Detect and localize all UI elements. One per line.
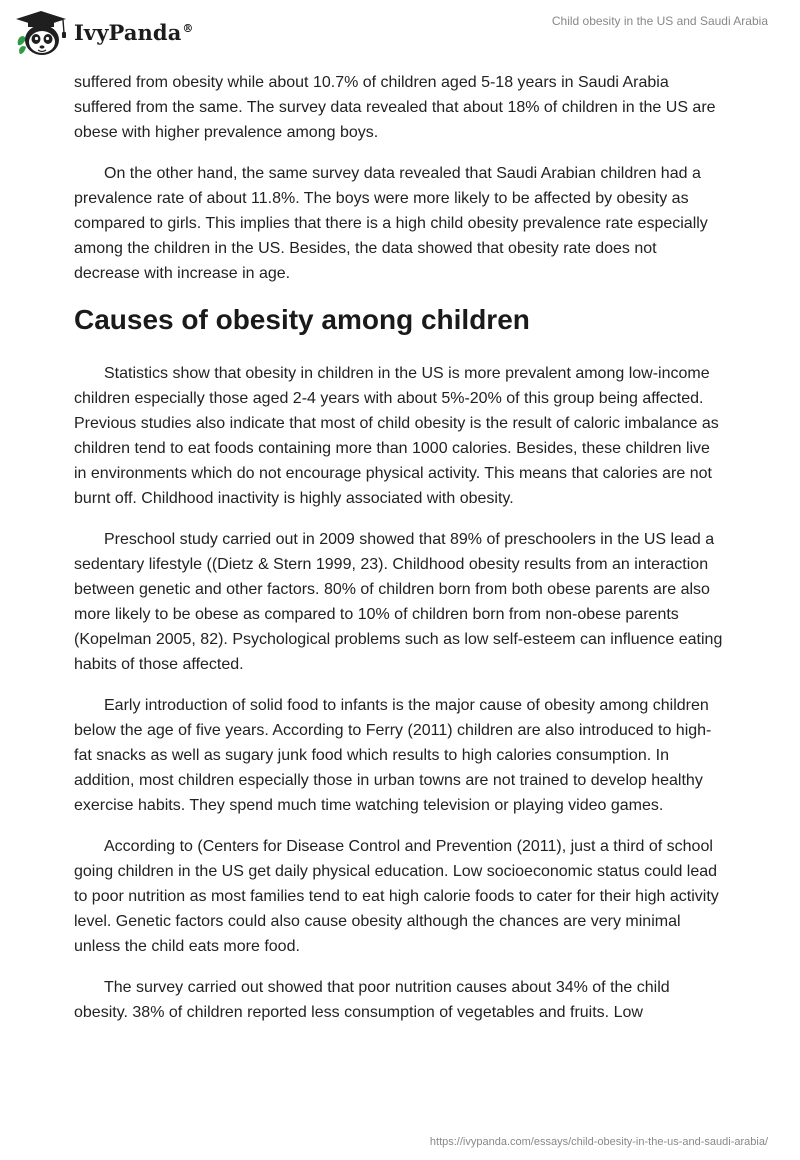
panda-graduate-icon — [14, 9, 72, 57]
brand-name: IvyPanda® — [74, 19, 194, 45]
page-header — [0, 0, 800, 64]
section-heading: Causes of obesity among children — [74, 304, 530, 335]
paragraph: Early introduction of solid food to infants is the major cause of obesity among children below the age of five years. According to Ferry (2011) children are also introduced to high-fat snacks as well as sugary junk food which results to high calories consumption. In addition, most children especially those in urban towns are not trained to develop healthy exercise habits. They spend much time watching television or playing video games. — [74, 697, 712, 814]
source-url-link[interactable]: https://ivypanda.com/essays/child-obesity-in-the-us-and-saudi-arabia/ — [429, 1136, 768, 1148]
essay-body — [74, 70, 724, 1041]
paragraph: According to (Centers for Disease Control and Prevention (2011), just a third of school going children in the US get daily physical education. Low socioeconomic status could lead to poor nutrition as most families tend to eat high calorie foods to cater for their high activity level. Genetic factors could also cause obesity although the chances are very minimal unless the child eats more food. — [74, 838, 719, 955]
paragraph: Preschool study carried out in 2009 showed that 89% of preschoolers in the US lead a sedentary lifestyle ((Dietz & Stern 1999, 23). Childhood obesity results from an interaction between genetic and other factors. 80% of children born from both obese parents are also more likely to be obese as compared to 10% of children born from non-obese parents (Kopelman 2005, 82). Psychological problems such as low self-esteem can influence eating habits of those affected. — [74, 531, 723, 673]
document-title: Child obesity in the US and Saudi Arabia — [551, 14, 768, 28]
ivypanda-logo[interactable] — [14, 9, 194, 57]
paragraph: suffered from obesity while about 10.7% of children aged 5-18 years in Saudi Arabia suffered from the same. The survey data revealed that about 18% of children in the US are obese with higher prevalence among boys. — [74, 74, 716, 141]
paragraph: The survey carried out showed that poor nutrition causes about 34% of the child obesity. 38% of children reported less consumption of vegetables and fruits. Low — [74, 979, 670, 1021]
paragraph: On the other hand, the same survey data revealed that Saudi Arabian children had a prevalence rate of about 11.8%. The boys were more likely to be affected by obesity as compared to girls. This implies that there is a high child obesity prevalence rate especially among the children in the US. Besides, the data showed that obesity rate does not decrease with increase in age. — [74, 165, 708, 282]
paragraph: Statistics show that obesity in children in the US is more prevalent among low-income children especially those aged 2-4 years with about 5%-20% of this group being affected. Previous studies also indicate that most of child obesity is the result of caloric imbalance as children tend to eat foods containing more than 1000 calories. Besides, these children live in environments which do not encourage physical activity. This means that calories are not burnt off. Childhood inactivity is highly associated with obesity. — [74, 365, 719, 507]
